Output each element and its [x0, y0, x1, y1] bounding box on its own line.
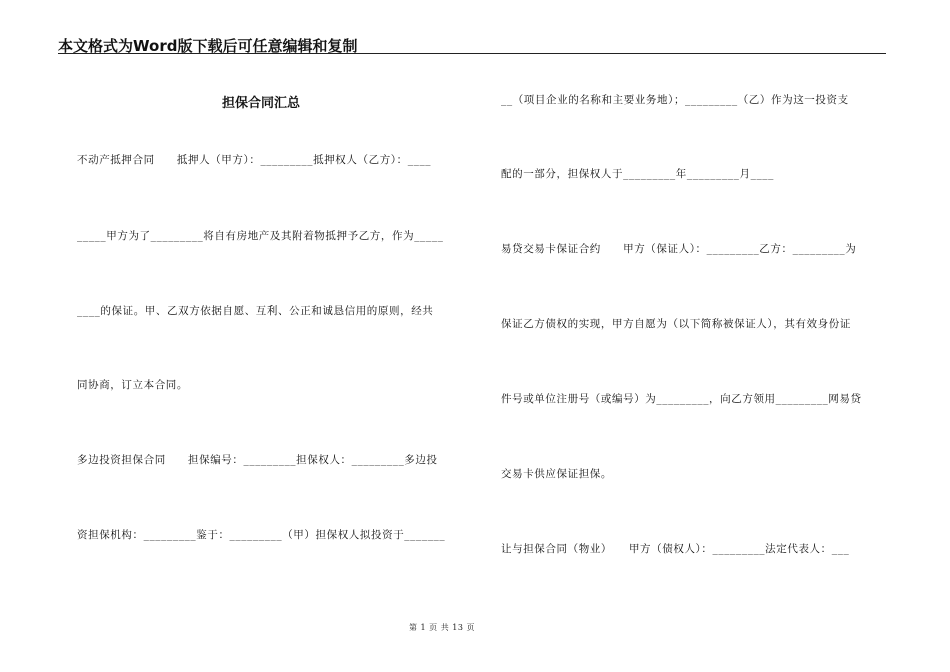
right-paragraph-line: 保证乙方债权的实现，甲方自愿为（以下简称被保证人），其有效身份证 [501, 318, 851, 330]
right-paragraph-line: 件号或单位注册号（或编号）为_________，向乙方领用_________网易贷 [501, 393, 862, 405]
right-paragraph-line: 配的一部分，担保权人于_________年_________月____ [501, 168, 774, 180]
left-paragraph-line: 不动产抵押合同 抵押人（甲方）：_________抵押权人（乙方）：____ [77, 154, 432, 166]
right-paragraph-line: 让与担保合同（物业） 甲方（债权人）：_________法定代表人：___ [501, 543, 850, 555]
right-paragraph-line: 交易卡供应保证担保。 [501, 468, 612, 480]
left-paragraph-line: 资担保机构：_________鉴于：_________（甲）担保权人拟投资于_______ [77, 529, 446, 541]
left-paragraph-line: 多边投资担保合同 担保编号：_________担保权人：_________多边投 [77, 454, 438, 466]
right-paragraph-line: __（项目企业的名称和主要业务地）；_________（乙）作为这一投资支 [501, 94, 849, 106]
right-paragraph-line: 易贷交易卡保证合约 甲方（保证人）：_________乙方：_________为 [501, 243, 857, 255]
document-header-banner: 本文格式为Word版下载后可任意编辑和复制 [58, 37, 358, 55]
left-paragraph-line: _____甲方为了_________将自有房地产及其附着物抵押予乙方，作为_____ [77, 230, 444, 242]
left-paragraph-line: ____的保证。甲、乙双方依据自愿、互利、公正和诚恳信用的原则，经共 [77, 305, 434, 317]
document-title: 担保合同汇总 [221, 96, 300, 111]
page-number-footer: 第 1 页 共 13 页 [409, 623, 475, 632]
left-paragraph-line: 同协商，订立本合同。 [77, 379, 188, 391]
header-divider [58, 53, 886, 54]
